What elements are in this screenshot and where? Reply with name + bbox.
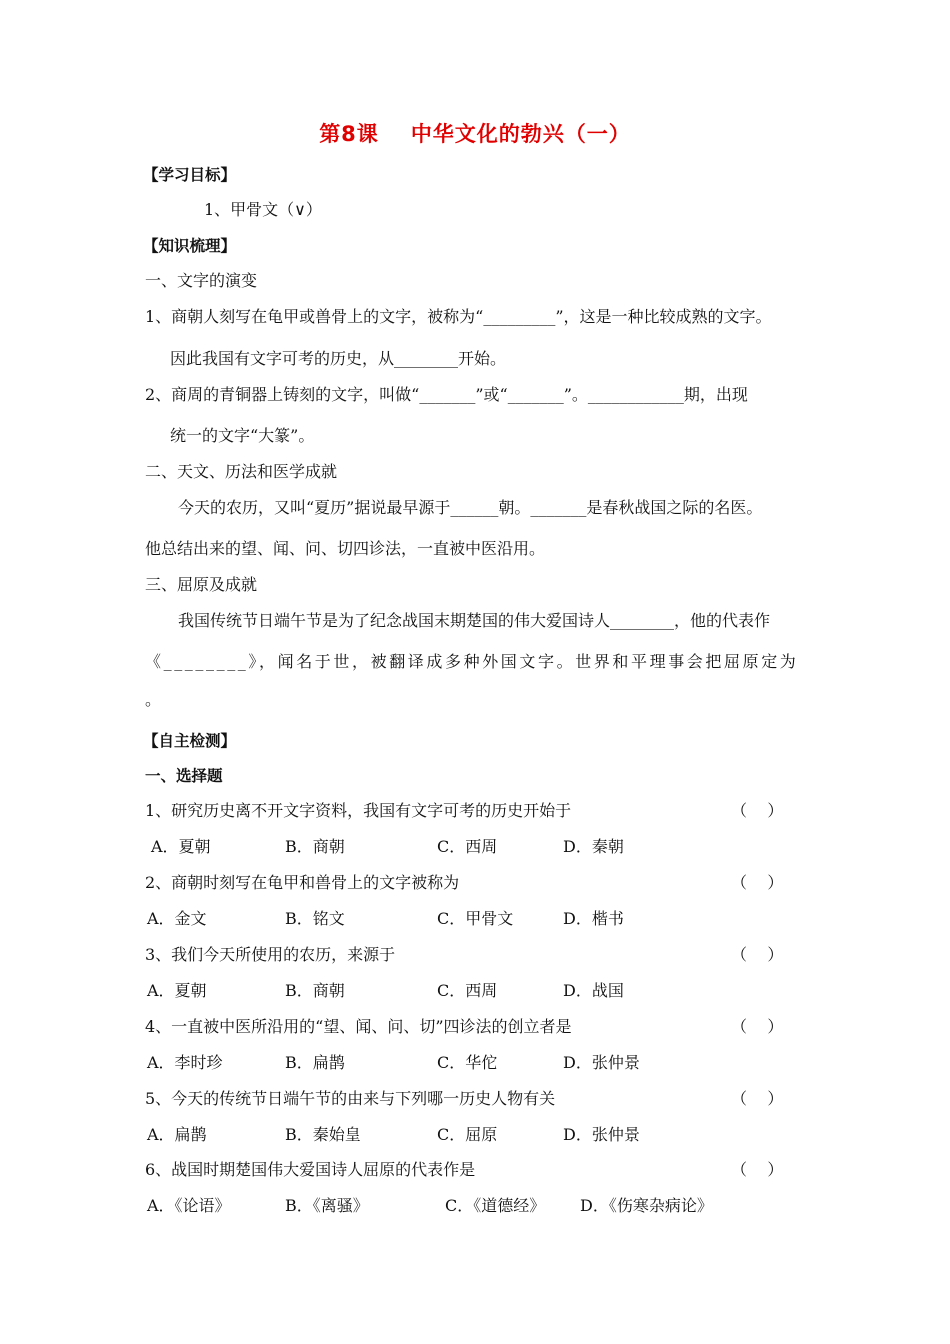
option-a: A．夏朝 bbox=[147, 981, 207, 1000]
paragraph-quyuan: 我国传统节日端午节是为了纪念战国末期楚国的伟大爱国诗人________，他的代表作 bbox=[178, 611, 771, 630]
option-d: D．张仲景 bbox=[563, 1125, 640, 1144]
option-d: D．战国 bbox=[563, 981, 624, 1000]
option-b: B．秦始皇 bbox=[285, 1125, 361, 1144]
option-d: D．楷书 bbox=[563, 909, 624, 928]
page-title bbox=[0, 124, 950, 144]
answer-blank-1: （ ） bbox=[731, 801, 784, 820]
option-c: C．《道德经》 bbox=[445, 1196, 546, 1215]
option-b: B．扁鹊 bbox=[285, 1053, 345, 1072]
question-1: 1、研究历史离不开文字资料，我国有文字可考的历史开始于 bbox=[145, 801, 572, 820]
option-b: B．《离骚》 bbox=[285, 1196, 369, 1215]
selftest-heading: 【自主检测】 bbox=[143, 732, 237, 750]
answer-blank-3: （ ） bbox=[731, 945, 784, 964]
option-a: A．李时珍 bbox=[147, 1053, 223, 1072]
paragraph-oracle-bone-cont: 因此我国有文字可考的历史，从________开始。 bbox=[170, 349, 507, 368]
option-c: C．甲骨文 bbox=[437, 909, 514, 928]
paragraph-oracle-bone: 1、商朝人刻写在龟甲或兽骨上的文字，被称为“_________”，这是一种比较成熟的文字。 bbox=[145, 307, 772, 326]
lesson-number: 第8课 bbox=[319, 122, 379, 146]
paragraph-bronze-cont: 统一的文字“大篆”。 bbox=[170, 426, 315, 445]
paragraph-quyuan-end: 。 bbox=[145, 690, 162, 709]
paragraph-calendar-cont: 他总结出来的望、闻、问、切四诊法，一直被中医沿用。 bbox=[145, 539, 546, 558]
section-science: 二、天文、历法和医学成就 bbox=[145, 462, 338, 481]
option-c: C．屈原 bbox=[437, 1125, 498, 1144]
option-a: A．《论语》 bbox=[147, 1196, 231, 1215]
answer-blank-6: （ ） bbox=[731, 1160, 784, 1179]
goals-item: 1、甲骨文（∨） bbox=[204, 200, 322, 219]
option-c: C．西周 bbox=[437, 981, 498, 1000]
option-d: D．《伤寒杂病论》 bbox=[580, 1196, 713, 1215]
option-d: D．张仲景 bbox=[563, 1053, 640, 1072]
paragraph-bronze: 2、商周的青铜器上铸刻的文字，叫做“_______”或“_______”。____________期，出现 bbox=[145, 385, 748, 404]
answer-blank-2: （ ） bbox=[731, 873, 784, 892]
option-d: D．秦朝 bbox=[563, 837, 624, 856]
option-b: B．商朝 bbox=[285, 837, 345, 856]
multiple-choice-heading: 一、选择题 bbox=[145, 767, 223, 785]
option-a: A．金文 bbox=[147, 909, 207, 928]
question-3: 3、我们今天所使用的农历，来源于 bbox=[145, 945, 396, 964]
knowledge-heading: 【知识梳理】 bbox=[143, 237, 237, 255]
answer-blank-4: （ ） bbox=[731, 1017, 784, 1036]
question-2: 2、商朝时刻写在龟甲和兽骨上的文字被称为 bbox=[145, 873, 460, 892]
lesson-name: 中华文化的勃兴（一） bbox=[410, 122, 631, 146]
paragraph-quyuan-cont: 《________》，闻名于世，被翻译成多种外国文字。世界和平理事会把屈原定为 bbox=[145, 652, 799, 671]
paragraph-calendar: 今天的农历，又叫“夏历”据说最早源于______朝。_______是春秋战国之际的名医。 bbox=[178, 498, 763, 517]
option-a: A．夏朝 bbox=[151, 837, 211, 856]
option-c: C．西周 bbox=[437, 837, 498, 856]
section-quyuan: 三、屈原及成就 bbox=[145, 575, 258, 594]
answer-blank-5: （ ） bbox=[731, 1089, 784, 1108]
option-b: B．铭文 bbox=[285, 909, 345, 928]
option-a: A．扁鹊 bbox=[147, 1125, 207, 1144]
section-writing: 一、文字的演变 bbox=[145, 271, 258, 290]
option-c: C．华佗 bbox=[437, 1053, 498, 1072]
goals-heading: 【学习目标】 bbox=[143, 166, 237, 184]
option-b: B．商朝 bbox=[285, 981, 345, 1000]
question-5: 5、今天的传统节日端午节的由来与下列哪一历史人物有关 bbox=[145, 1089, 556, 1108]
question-6: 6、战国时期楚国伟大爱国诗人屈原的代表作是 bbox=[145, 1160, 476, 1179]
question-4: 4、一直被中医所沿用的“望、闻、问、切”四诊法的创立者是 bbox=[145, 1017, 572, 1036]
